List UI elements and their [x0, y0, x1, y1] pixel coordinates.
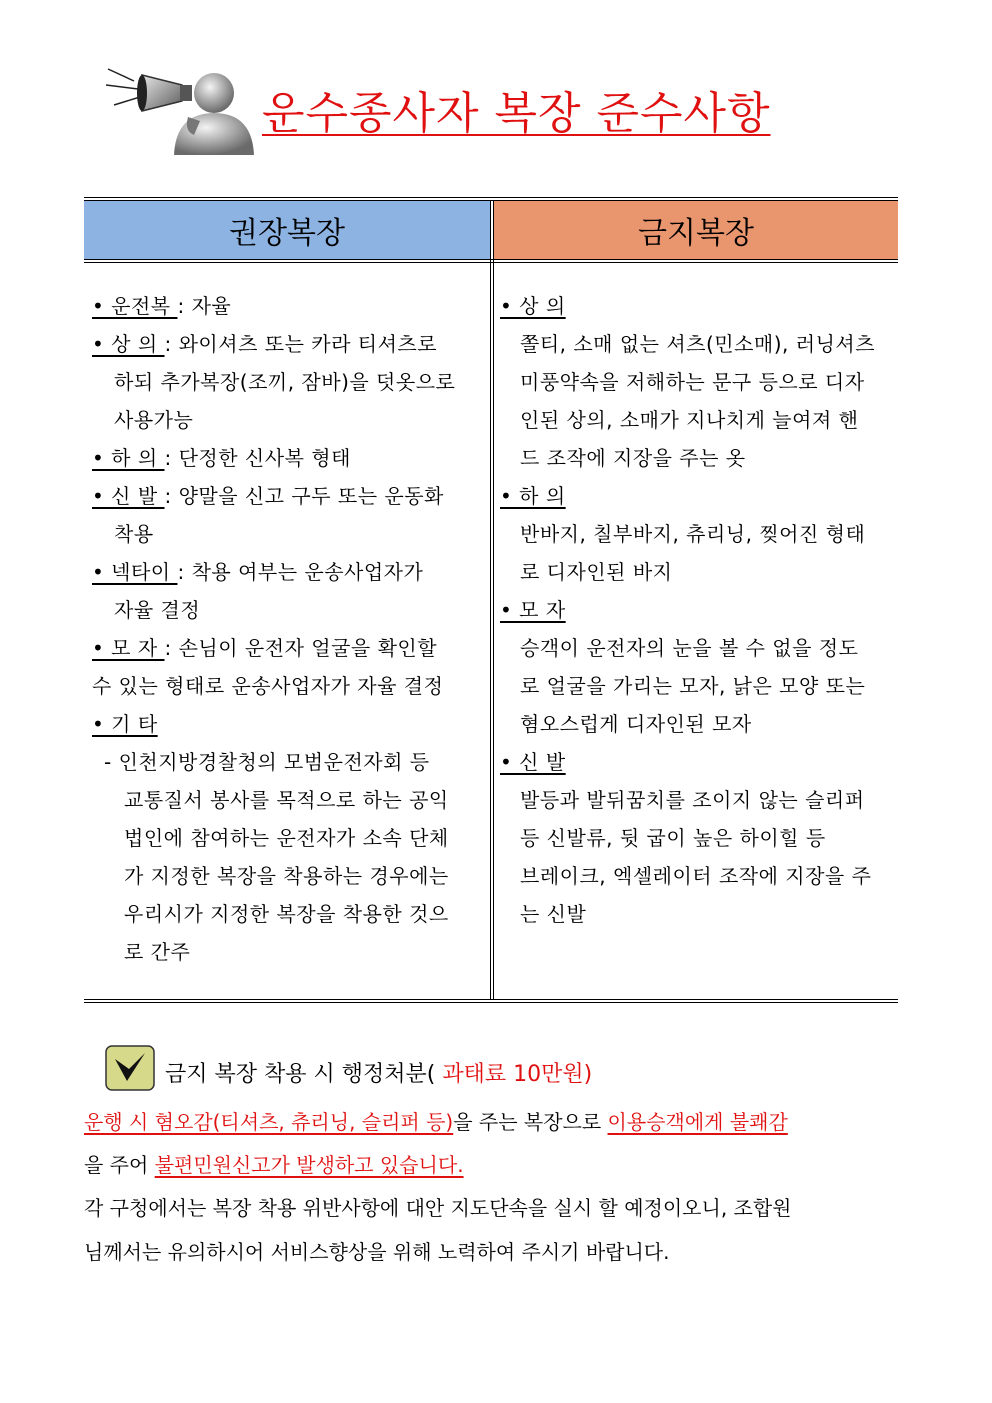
recommended-line-text: : 단정한 신사복 형태 — [164, 446, 351, 470]
recommended-line-text: 교통질서 봉사를 목적으로 하는 공익 — [124, 788, 449, 812]
prohibited-line — [520, 861, 890, 891]
recommended-line-text: : 손님이 운전자 얼굴을 확인할 — [164, 636, 438, 660]
prohibited-line-text: 는 신발 — [520, 902, 587, 926]
prohibited-bullet-label: • 모 자 — [500, 598, 566, 622]
prohibited-line-text: 발등과 발뒤꿈치를 조이지 않는 슬리퍼 — [520, 788, 865, 812]
recommended-line-text: : 자율 — [177, 294, 232, 318]
recommended-line — [124, 785, 480, 815]
recommended-line-text: 가 지정한 복장을 착용하는 경우에는 — [124, 864, 449, 888]
notice-line1-c: 이용승객에게 불쾌감 — [607, 1110, 788, 1134]
prohibited-line — [520, 823, 890, 853]
recommended-line — [114, 367, 480, 397]
prohibited-line-text: 인된 상의, 소매가 지나치게 늘여져 핸 — [520, 408, 859, 432]
recommended-line-text: 자율 결정 — [114, 598, 201, 622]
prohibited-line — [520, 329, 890, 359]
prohibited-line — [520, 405, 890, 435]
recommended-line-text: 수 있는 형태로 운송사업자가 자율 결정 — [92, 674, 444, 698]
prohibited-line-text: 등 신발류, 뒷 굽이 높은 하이힐 등 — [520, 826, 826, 850]
notice-line2-a: 을 주어 — [84, 1153, 155, 1177]
prohibited-line — [520, 785, 890, 815]
notice-line-1 — [84, 1107, 788, 1137]
recommended-line-text: 로 간주 — [124, 940, 191, 964]
recommended-line — [104, 747, 480, 777]
recommended-line — [92, 557, 480, 587]
prohibited-line — [520, 367, 890, 397]
notice-line1-a: 운행 시 혐오감(티셔츠, 츄리닝, 슬리퍼 등) — [84, 1110, 454, 1134]
recommended-line — [114, 519, 480, 549]
prohibited-bullet-label: • 상 의 — [500, 294, 566, 318]
recommended-line-text: 하되 추가복장(조끼, 잠바)을 덧옷으로 — [114, 370, 456, 394]
recommended-bullet-label: • 상 의 — [92, 332, 165, 356]
recommended-line-text: - 인천지방경찰청의 모범운전자회 등 — [104, 750, 430, 774]
prohibited-line — [520, 633, 890, 663]
prohibited-line — [500, 595, 890, 625]
recommended-line-text: 우리시가 지정한 복장을 착용한 것으 — [124, 902, 449, 926]
recommended-line — [114, 595, 480, 625]
recommended-line — [92, 329, 480, 359]
prohibited-line-text: 반바지, 칠부바지, 츄리닝, 찢어진 형태 — [520, 522, 866, 546]
check-mark-icon — [105, 1045, 155, 1091]
notice-line-4: 님께서는 유의하시어 서비스향상을 위해 노력하여 주시기 바랍니다. — [84, 1240, 670, 1264]
prohibited-bullet-label: • 신 발 — [500, 750, 566, 774]
recommended-bullet-label: • 운전복 — [92, 294, 178, 318]
page-title: 운수종사자 복장 준수사항 — [262, 88, 771, 139]
prohibited-line-text: 승객이 운전자의 눈을 볼 수 없을 정도 — [520, 636, 859, 660]
recommended-bullet-label: • 기 타 — [92, 712, 158, 736]
megaphone-person-icon — [104, 55, 254, 155]
penalty-amount: 과태료 10만원) — [435, 1062, 593, 1087]
recommended-line-text: 법인에 참여하는 운전자가 소속 단체 — [124, 826, 449, 850]
prohibited-line — [520, 709, 890, 739]
prohibited-line-text: 미풍약속을 저해하는 문구 등으로 디자 — [520, 370, 865, 394]
notice-line-3: 각 구청에서는 복장 착용 위반사항에 대안 지도단속을 실시 할 예정이오니, 조합원 — [84, 1196, 792, 1220]
prohibited-line — [520, 899, 890, 929]
recommended-bullet-label: • 신 발 — [92, 484, 165, 508]
prohibited-line-text: 혐오스럽게 디자인된 모자 — [520, 712, 752, 736]
prohibited-line — [520, 519, 890, 549]
recommended-line — [124, 937, 480, 967]
prohibited-line — [520, 557, 890, 587]
recommended-line — [92, 443, 480, 473]
prohibited-line — [500, 481, 890, 511]
penalty-label: 금지 복장 착용 시 행정처분( — [165, 1062, 436, 1087]
recommended-line — [92, 633, 480, 663]
notice-line-2 — [84, 1150, 464, 1180]
dress-code-table — [84, 197, 898, 1003]
recommended-line — [92, 709, 480, 739]
penalty-line — [165, 1060, 592, 1090]
recommended-line — [92, 671, 480, 701]
prohibited-line-text: 로 얼굴을 가리는 모자, 낡은 모양 또는 — [520, 674, 866, 698]
notice-line1-b: 을 주는 복장으로 — [453, 1110, 608, 1134]
recommended-line-text: : 양말을 신고 구두 또는 운동화 — [164, 484, 444, 508]
notice-line2-b: 불편민원신고가 발생하고 있습니다. — [154, 1153, 464, 1177]
recommended-line — [114, 405, 480, 435]
recommended-line — [92, 481, 480, 511]
recommended-line-text: : 착용 여부는 운송사업자가 — [177, 560, 424, 584]
prohibited-line — [520, 443, 890, 473]
recommended-bullet-label: • 넥타이 — [92, 560, 178, 584]
prohibited-line-text: 로 디자인된 바지 — [520, 560, 673, 584]
recommended-line — [92, 291, 480, 321]
prohibited-line-text: 쫄티, 소매 없는 셔츠(민소매), 러닝셔츠 — [520, 332, 876, 356]
recommended-line-text: 사용가능 — [114, 408, 194, 432]
recommended-bullet-label: • 모 자 — [92, 636, 165, 660]
prohibited-bullet-label: • 하 의 — [500, 484, 566, 508]
prohibited-header: 금지복장 — [494, 201, 898, 259]
prohibited-line-text: 브레이크, 엑셀레이터 조작에 지장을 주 — [520, 864, 872, 888]
recommended-line-text: 착용 — [114, 522, 154, 546]
recommended-header: 권장복장 — [84, 201, 490, 259]
prohibited-line — [520, 671, 890, 701]
recommended-bullet-label: • 하 의 — [92, 446, 165, 470]
prohibited-line-text: 드 조작에 지장을 주는 옷 — [520, 446, 746, 470]
recommended-line — [124, 861, 480, 891]
recommended-line — [124, 823, 480, 853]
prohibited-line — [500, 291, 890, 321]
prohibited-line — [500, 747, 890, 777]
column-divider — [490, 200, 494, 1000]
recommended-line-text: : 와이셔츠 또는 카라 티셔츠로 — [164, 332, 438, 356]
recommended-line — [124, 899, 480, 929]
